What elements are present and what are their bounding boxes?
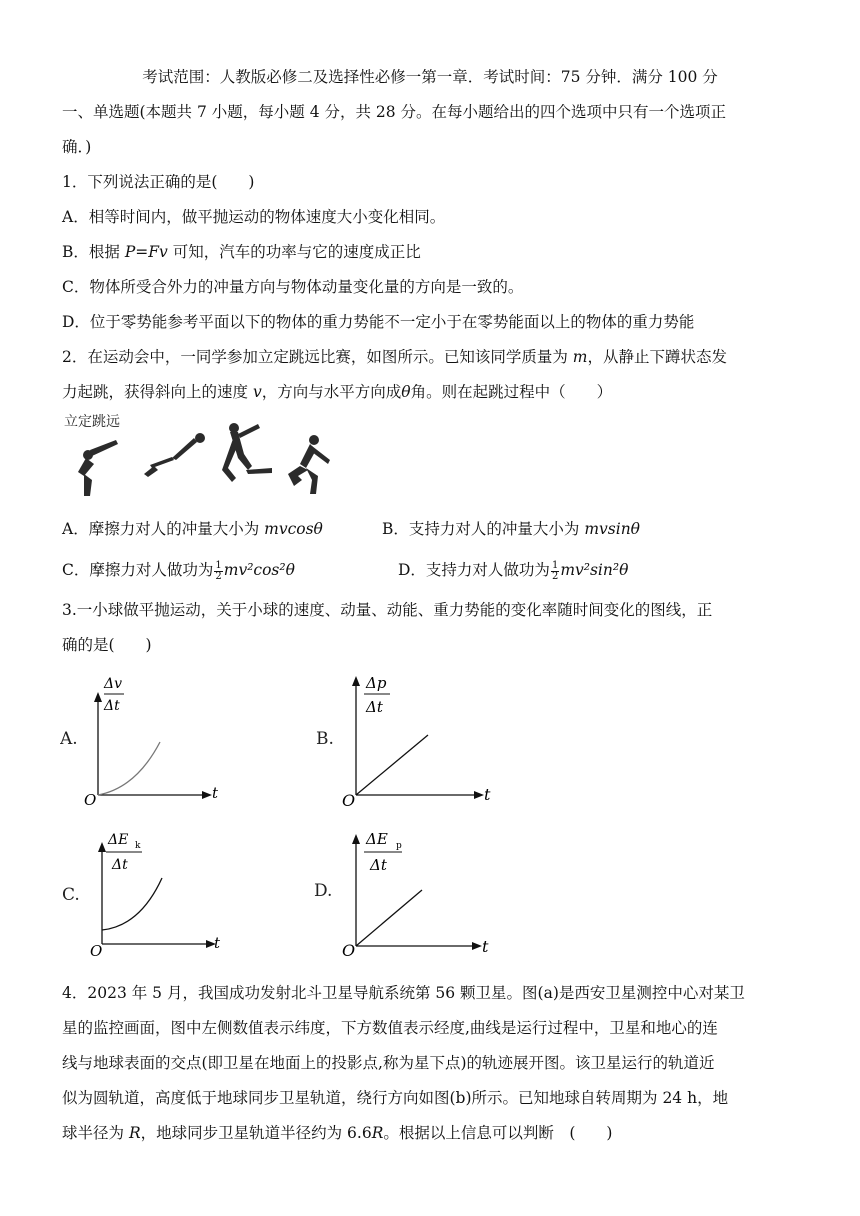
section-heading-line2: 确．) [62, 138, 92, 156]
q1-option-b-formula: P=Fv [124, 243, 168, 261]
graph-option-a [60, 670, 240, 814]
q2-theta-symbol: θ [401, 383, 411, 401]
graph-xaxis-label: t [482, 937, 489, 956]
graph-option-label: A. [60, 729, 78, 749]
q2-option-b [382, 518, 640, 540]
q1-option-b-suffix: 可知，汽车的功率与它的速度成正比 [167, 243, 421, 261]
q2-option-c-prefix: C．摩擦力对人做功为 [62, 561, 214, 579]
q2-option-c-formula: mv²cos²θ [223, 561, 295, 579]
q4-stem-line4: 似为圆轨道，高度低于地球同步卫星轨道，绕行方向如图(b)所示。已知地球自转周期为 24 h，地 [62, 1089, 729, 1107]
q2-option-d-prefix: D．支持力对人做功为 [398, 561, 550, 579]
q4-text: ，地球同步卫星轨道半径约为 6.6 [140, 1124, 372, 1142]
graph-ylabel-denominator: Δt [112, 857, 128, 873]
q4-radius-symbol: R [371, 1124, 384, 1142]
q4-stem-line3: 线与地球表面的交点(即卫星在地面上的投影点,称为星下点)的轨迹展开图。该卫星运行的轨道近 [62, 1054, 715, 1072]
q2-text: 2．在运动会中，一同学参加立定跳远比赛，如图所示。已知该同学质量为 [62, 348, 573, 366]
section-heading-line1: 一、单选题(本题共 7 小题，每小题 4 分，共 28 分。在每小题给出的四个选项中只有一个选项正 [62, 103, 727, 121]
graph-ylabel-denominator: Δt [104, 698, 120, 714]
q4-radius-symbol: R [128, 1124, 141, 1142]
fraction-numerator: 1 [215, 559, 222, 571]
q1-stem: 1．下列说法正确的是( ) [62, 173, 255, 191]
graph-ylabel-numerator: ΔE [366, 830, 388, 848]
fraction-denominator: 2 [551, 570, 559, 582]
q3-stem-line2: 确的是( ) [62, 636, 152, 654]
q1-option-c: C．物体所受合外力的冲量方向与物体动量变化量的方向是一致的。 [62, 278, 524, 296]
graph-ylabel-numerator: ΔE [108, 832, 129, 848]
graph-ylabel-denominator: Δt [370, 856, 387, 874]
q2-text: ，方向与水平方向成 [261, 383, 402, 401]
graph-ylabel-denominator: Δt [366, 698, 383, 716]
graph-option-label: B. [316, 729, 334, 749]
q4-stem-line5 [62, 1122, 612, 1144]
q1-option-b-prefix: B．根据 [62, 243, 125, 261]
q4-stem-line2: 星的监控画面，图中左侧数值表示纬度，下方数值表示经度,曲线是运行过程中，卫星和地心的连 [62, 1019, 718, 1037]
graph-ylabel-subscript: p [396, 841, 402, 851]
graph-ylabel-subscript: k [135, 841, 141, 851]
q2-stem-line2 [62, 381, 612, 403]
q4-text: 。根据以上信息可以判断 ( ) [383, 1124, 613, 1142]
q2-text: 力起跳，获得斜向上的速度 [62, 383, 253, 401]
q2-option-a [62, 518, 323, 540]
q2-option-d [398, 559, 628, 582]
graph-origin: O [342, 941, 356, 960]
q2-option-d-formula: mv²sin²θ [560, 561, 629, 579]
q4-text: 球半径为 [62, 1124, 129, 1142]
graph-option-label: C. [62, 885, 80, 905]
exam-header: 考试范围：人教版必修二及选择性必修一第一章．考试时间：75 分钟．满分 100 分 [142, 68, 718, 86]
fraction [551, 561, 559, 582]
q2-option-a-formula: mvcosθ [264, 520, 323, 538]
fraction-numerator: 1 [551, 559, 559, 571]
figure-label: 立定跳远 [64, 414, 120, 430]
fraction [214, 561, 222, 582]
q2-option-b-prefix: B．支持力对人的冲量大小为 [382, 520, 585, 538]
graph-option-label: D. [314, 881, 333, 901]
q2-option-b-formula: mvsinθ [584, 520, 641, 538]
q2-stem-line1 [62, 346, 727, 368]
q1-option-d: D．位于零势能参考平面以下的物体的重力势能不一定小于在零势能面以上的物体的重力势能 [62, 313, 695, 331]
q1-option-a: A．相等时间内，做平抛运动的物体速度大小变化相同。 [62, 208, 446, 226]
q2-text: 角。则在起跳过程中（ ） [410, 383, 613, 401]
q4-stem-line1: 4．2023 年 5 月，我国成功发射北斗卫星导航系统第 56 颗卫星。图(a)是西安卫星测控中心对某卫 [62, 984, 745, 1002]
q2-mass-symbol: m [572, 348, 588, 366]
graph-option-b [316, 670, 506, 814]
q2-option-c [62, 559, 295, 582]
graph-origin: O [342, 791, 356, 810]
graph-ylabel-numerator: Δp [366, 674, 387, 692]
graph-option-d [312, 826, 502, 964]
graph-origin: O [90, 942, 103, 960]
q1-option-b [62, 241, 421, 263]
q2-velocity-symbol: v [252, 383, 262, 401]
fraction-denominator: 2 [215, 570, 222, 582]
standing-long-jump-figure [62, 410, 334, 502]
graph-ylabel-numerator: Δv [104, 676, 123, 692]
graph-xaxis-label: t [214, 934, 221, 952]
q2-option-a-prefix: A．摩擦力对人的冲量大小为 [62, 520, 265, 538]
graph-option-c [60, 826, 240, 964]
q2-text: ，从静止下蹲状态发 [587, 348, 728, 366]
q3-stem-line1: 3.一小球做平抛运动，关于小球的速度、动量、动能、重力势能的变化率随时间变化的图线，正 [62, 601, 713, 619]
graph-xaxis-label: t [212, 784, 219, 802]
graph-origin: O [84, 791, 97, 809]
graph-xaxis-label: t [484, 785, 491, 804]
